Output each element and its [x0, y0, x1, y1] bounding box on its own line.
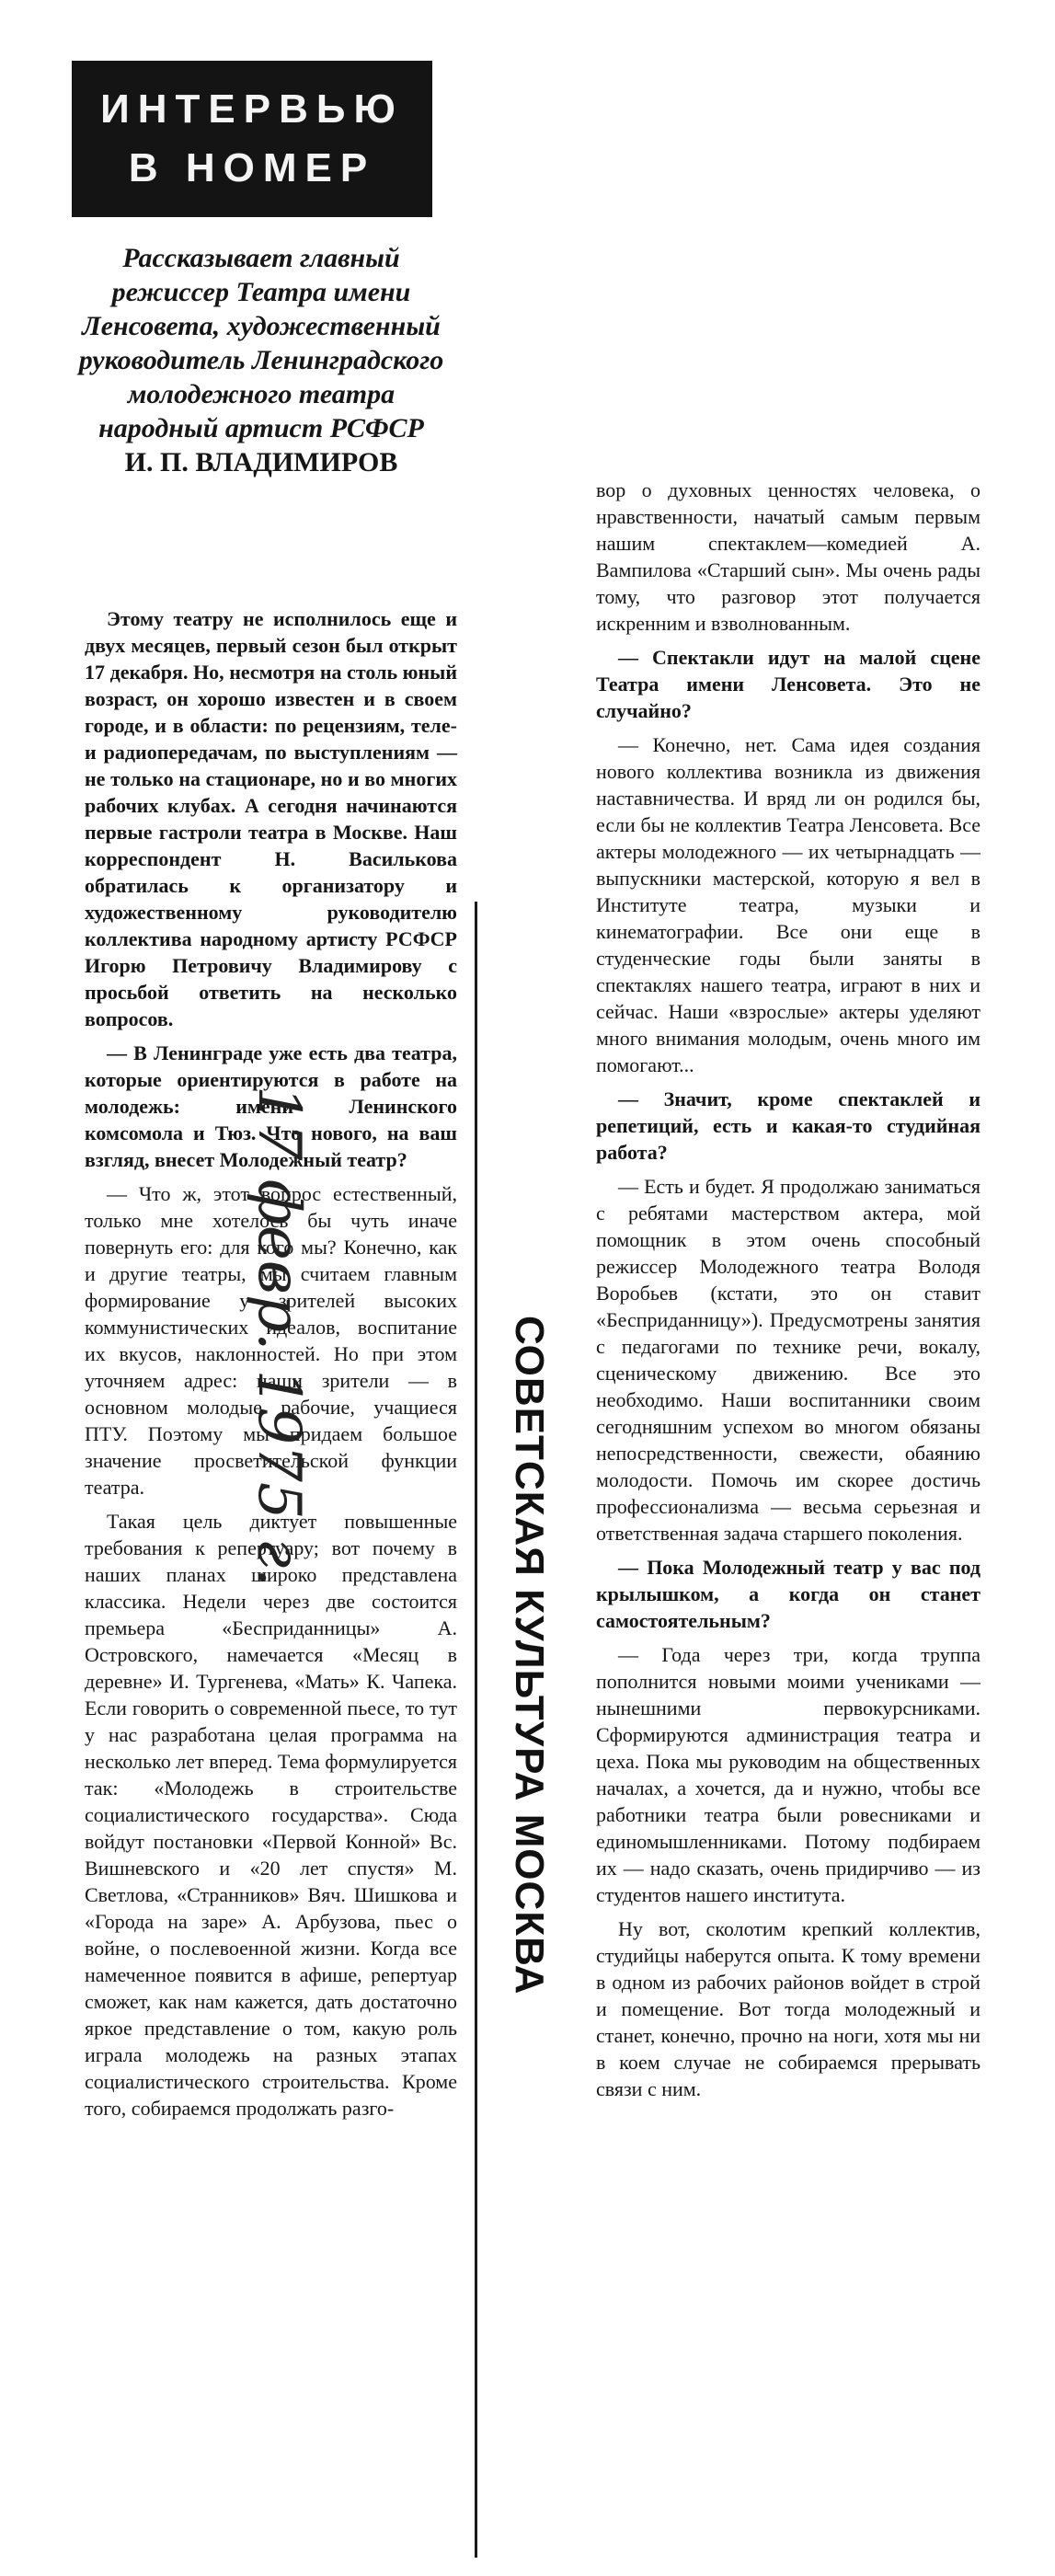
- byline: [77, 241, 445, 479]
- heading-line-1: ИНТЕРВЬЮ: [100, 86, 404, 132]
- question-paragraph: — В Ленинграде уже есть два театра, которые ориентируются в работе на молодежь: имени Ленинского комсомола и Тюз. Что нового, на ваш взгляд, внесет Молодежный театр?: [85, 1041, 457, 1171]
- question-paragraph: — Спектакли идут на малой сцене Театра имени Ленсовета. Это не случайно?: [596, 646, 980, 722]
- continued-paragraph: вор о духовных ценностях человека, о нравственности, начатый самым первым нашим спектаклем—комедией А. Вампилова «Старший сын». Мы очень рады тому, что разговор этот получается искренним и взволнованным.: [596, 478, 980, 635]
- question-paragraph: — Пока Молодежный театр у вас под крылышком, а когда он станет самостоятельным?: [596, 1556, 980, 1632]
- answer-paragraph: Ну вот, сколотим крепкий коллектив, студийцы наберутся опыта. К тому времени в одном из рабочих районов войдет в строй и помещение. Вот тогда молодежный и станет, конечно, прочно на ноги, хотя мы ни в коем случае не собираемся прерывать связи с ним.: [596, 1917, 980, 2100]
- answer-paragraph: — Есть и будет. Я продолжаю заниматься с ребятами мастерством актера, мой помощник в этом очень способный режиссер Молодежного театра Володя Воробьев (кстати, это он ставит «Бесприданницу»). Предусмотрены занятия с педагогами по технике речи, вокалу, сценическому движению. Все это необходимо. Наши воспитанники своим сегодняшним успехом во многом обязаны непосредственности, свежести, обаянию молодости. Помочь им скорее достичь профессионализма — весьма серьезная и ответственная задача старшего поколения.: [596, 1175, 980, 1545]
- answer-paragraph: — Года через три, когда труппа пополнится новыми моими учениками — нынешними первокурсниками. Сформируются администрация театра и цеха. Пока мы руководим на общественных началах, а хочется, да и нужно, чтобы все работники театра были ровесниками и единомышленниками. Потому подбираем их — надо сказать, очень придирчиво — из студентов нашего института.: [596, 1643, 980, 1906]
- article-column-right: [596, 477, 980, 2110]
- interview-heading: [72, 61, 432, 217]
- question-paragraph: — Значит, кроме спектаклей и репетиций, есть и какая-то студийная работа?: [596, 1087, 980, 1164]
- heading-line-2: В НОМЕР: [128, 145, 376, 190]
- answer-paragraph: — Что ж, этот вопрос естественный, только мне хотелось бы чуть иначе повернуть его: для кого мы? Конечно, как и другие театры, мы считаем главным формирование у зрителей высоких коммунистических идеалов, воспитание их вкусов, наклонностей. Но при этом уточняем адрес: наши зрители — в основном молодые рабочие, учащиеся ПТУ. Поэтому мы придаем большое значение просветительской функции театра.: [85, 1182, 457, 1499]
- answer-paragraph: — Конечно, нет. Сама идея создания нового коллектива возникла из движения наставничества. И вряд ли он родился бы, если бы не коллектив Театра Ленсовета. Все актеры молодежного — их четырнадцать — выпускники мастерской, которую я вел в Институте театра, музыки и кинематографии. Все они еще в студенческие годы были заняты в спектаклях нашего театра, играют в них и сейчас. Наши «взрослые» актеры уделяют много внимания молодым, очень много им помогают...: [596, 733, 980, 1076]
- byline-text: Рассказывает главный режиссер Театра имени Ленсовета, художественный руководитель Ленинградского молодежного театра народный артист РСФСР: [78, 243, 444, 443]
- byline-name: И. П. ВЛАДИМИРОВ: [124, 447, 398, 477]
- answer-paragraph: Такая цель диктует повышенные требования к репертуару; вот почему в наших планах широко представлена классика. Недели через две состоится премьера «Бесприданницы» А. Островского, намечается «Месяц в деревне» И. Тургенева, «Мать» К. Чапека. Если говорить о современной пьесе, то тут у нас разработана целая программа на несколько лет вперед. Тема формулируется так: «Молодежь в строительстве социалистического государства». Сюда войдут постановки «Первой Конной» Вс. Вишневского и «20 лет спустя» М. Светлова, «Странников» Вяч. Шишкова и «Города на заре» А. Арбузова, пьес о войне, о послевоенной жизни. Когда все намеченное появится в афише, репертуар сможет, как нам кажется, дать достаточно яркое представление о том, какую роль играла молодежь на разных этапах социалистического строительства. Кроме того, собираемся продолжать разго-: [85, 1510, 457, 2120]
- source-stamp: СОВЕТСКАЯ КУЛЬТУРА МОСКВА: [507, 1316, 552, 1995]
- column-divider-rule: [475, 902, 477, 2558]
- intro-paragraph: Этому театру не исполнилось еще и двух месяцев, первый сезон был открыт 17 декабря. Но, несмотря на столь юный возраст, он хорошо известен и в своем городе, и в области: по рецензиям, теле- и радиопередачам, по выступлениям — не только на стационаре, но и во многих рабочих клубах. А сегодня начинаются первые гастроли театра в Москве. Наш корреспондент Н. Василькова обратилась к организатору и художественному руководителю коллектива народному артисту РСФСР Игорю Петровичу Владимирову с просьбой ответить на несколько вопросов.: [85, 607, 457, 1030]
- handwritten-date: 17 февр. 1975 г.: [245, 1086, 313, 1587]
